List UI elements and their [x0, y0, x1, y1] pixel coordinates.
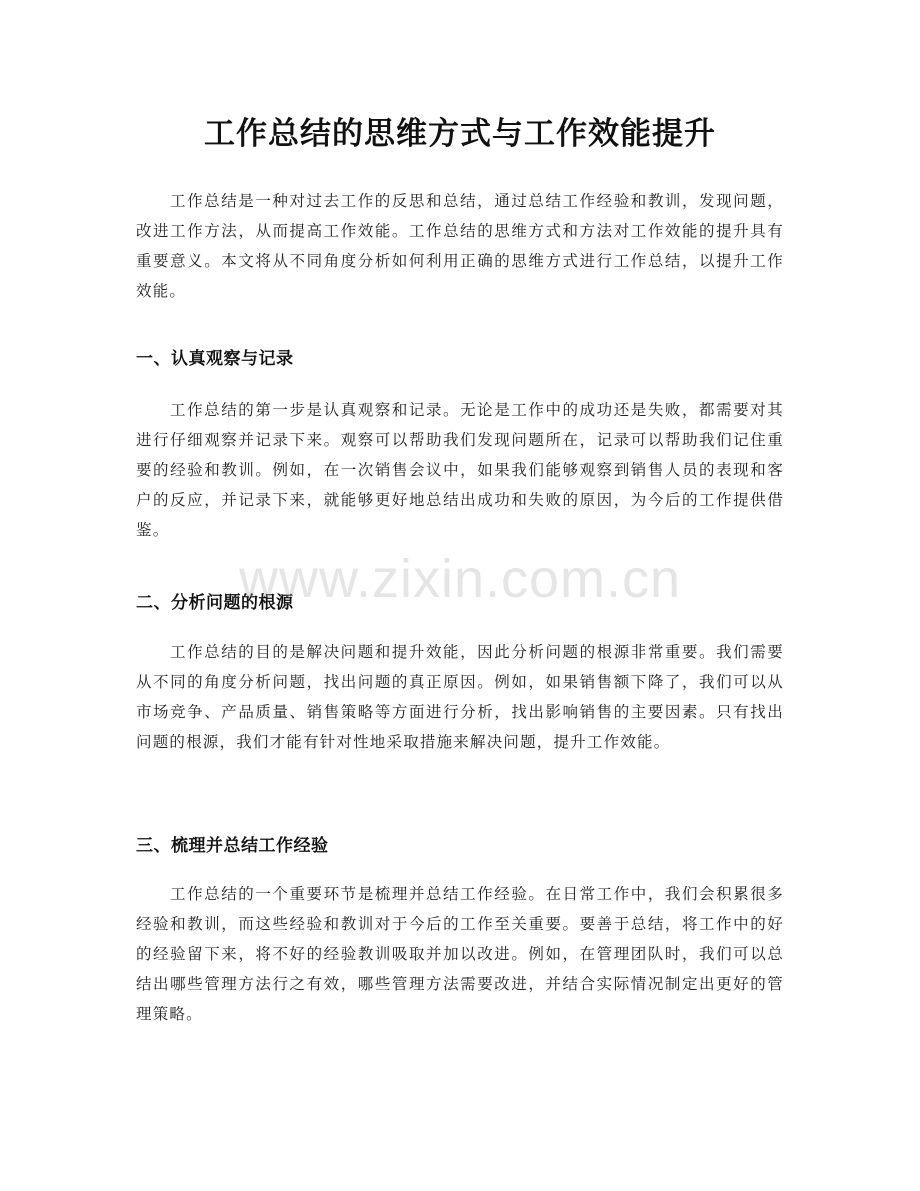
section-body-2: 工作总结的目的是解决问题和提升效能，因此分析问题的根源非常重要。我们需要从不同的角度分析问题，找出问题的真正原因。例如，如果销售额下降了，我们可以从市场竞争、产品质量、销售策略等方面进行分析，找出影响销售的主要因素。只有找出问题的根源，我们才能有针对性地采取措施来解决问题，提升工作效能。	[136, 643, 784, 751]
document-title: 工作总结的思维方式与工作效能提升	[204, 116, 716, 152]
section-heading-1: 一、认真观察与记录	[136, 349, 294, 369]
watermark: www.zixin.com.cn	[238, 549, 682, 609]
section-heading-2: 二、分析问题的根源	[136, 593, 294, 613]
intro-paragraph: 工作总结是一种对过去工作的反思和总结，通过总结工作经验和教训，发现问题，改进工作方法，从而提高工作效能。工作总结的思维方式和方法对工作效能的提升具有重要意义。本文将从不同角度分析如何利用正确的思维方式进行工作总结，以提升工作效能。	[136, 192, 784, 300]
section-body-1: 工作总结的第一步是认真观察和记录。无论是工作中的成功还是失败，都需要对其进行仔细观察并记录下来。观察可以帮助我们发现问题所在，记录可以帮助我们记住重要的经验和教训。例如，在一次销售会议中，如果我们能够观察到销售人员的表现和客户的反应，并记录下来，就能够更好地总结出成功和失败的原因，为今后的工作提供借鉴。	[136, 401, 784, 539]
section-body-3: 工作总结的一个重要环节是梳理并总结工作经验。在日常工作中，我们会积累很多经验和教训，而这些经验和教训对于今后的工作至关重要。要善于总结，将工作中的好的经验留下来，将不好的经验教训吸取并加以改进。例如，在管理团队时，我们可以总结出哪些管理方法行之有效，哪些管理方法需要改进，并结合实际情况制定出更好的管理策略。	[136, 885, 784, 1023]
section-heading-3: 三、梳理并总结工作经验	[136, 836, 329, 856]
